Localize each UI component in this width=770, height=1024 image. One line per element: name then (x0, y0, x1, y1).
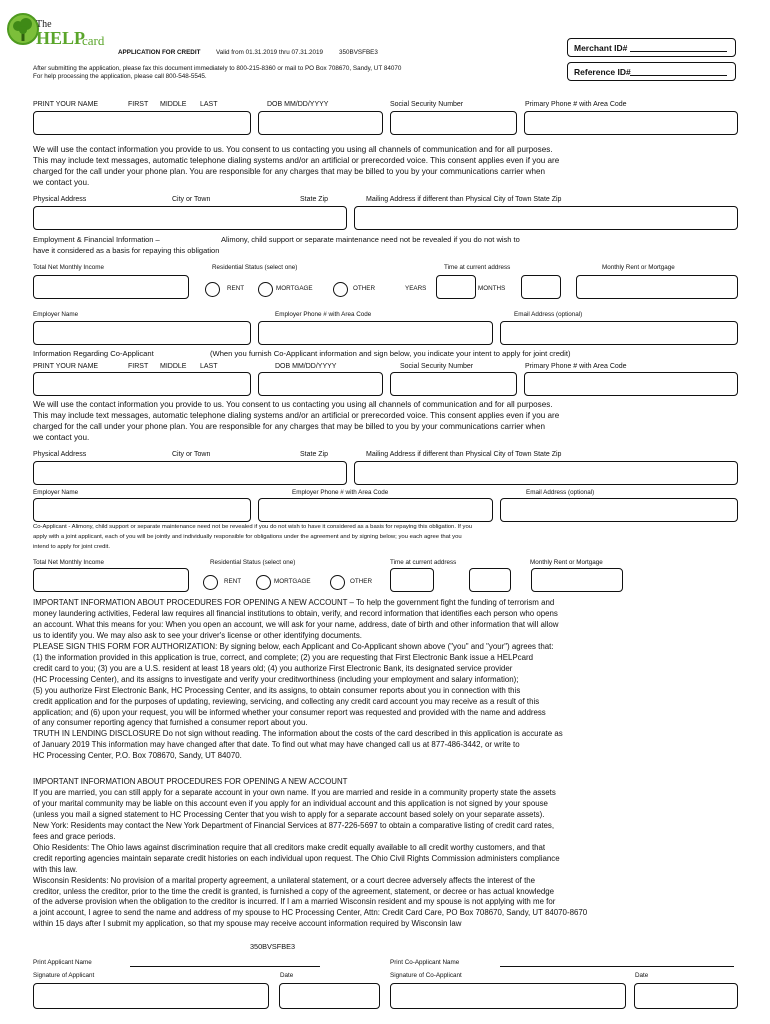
instruction-line-2: For help processing the application, please call 800-548-5545. (33, 73, 207, 80)
disclosure-block-1: IMPORTANT INFORMATION ABOUT PROCEDURES FOR OPENING A NEW ACCOUNT – To help the government fight the funding of terrorism and money laundering activities, Federal law requires all financial institutions to obtain, verify, and record information that identifies each person who opens an account. What this means for you: When you open an account, we will ask for your name, address, date of birth and other information that will allow us to identify you. We may also ask to see your driver's license or other identifying documents. PLEASE SIGN THIS FORM FOR AUTHORIZATION: By signing below, each Applicant and Co-Applicant shown above ("you" and "your") agrees that: (1) the information provided in this application is true, correct, and complete; (2) you are requesting that First Electronic Bank issue a HELPcard credit card to you; (3) you are a U.S. resident at least 18 years old; (4) you authorize First Electronic Bank, its designated service provider (HC Processing Center), and its assigns to investigate and verify your creditworthiness (including your employment and salary information); (5) you authorize First Electronic Bank, HC Processing Center, and its assigns, to obtain consumer reports about you in connection with this credit application and for the purposes of updating, reviewing, servicing, and collecting any credit card account you may receive as a result of this application; and (6) upon your request, you will be informed whether your consumer report was requested and provided with the name and address of any consumer reporting agency that furnished a consumer report about you. TRUTH IN LENDING DISCLOSURE Do not sign without reading. The information about the costs of the card described in this application is accurate as of January 2019 This information may have changed after that date. To find out what may have changed call us at 877-486-3442, or write to HC Processing Center, P.O. Box 708670, Sandy, UT 84070. (33, 598, 563, 761)
co-physical-address-input[interactable] (33, 461, 347, 485)
co-last-label: LAST (200, 363, 218, 370)
applicant-employer-input[interactable] (33, 321, 251, 345)
tree-logo-icon (6, 12, 40, 46)
mortgage-label: MORTGAGE (276, 285, 313, 292)
co-middle-label: MIDDLE (160, 363, 187, 370)
applicant-mailing-address-input[interactable] (354, 206, 738, 230)
first-label: FIRST (128, 101, 149, 108)
co-first-label: FIRST (128, 363, 149, 370)
co-mailing-address-input[interactable] (354, 461, 738, 485)
email-label: Email Address (optional) (514, 311, 583, 318)
co-employer-phone-label: Employer Phone # with Area Code (292, 489, 389, 496)
co-phone-label: Primary Phone # with Area Code (525, 363, 627, 370)
residential-status-label: Residential Status (select one) (212, 264, 298, 271)
co-state-zip-label: State Zip (300, 451, 329, 458)
employer-name-label: Employer Name (33, 311, 79, 318)
valid-text: Valid from 01.31.2019 thru 07.31.2019 (216, 49, 324, 56)
co-ssn-input[interactable] (390, 372, 517, 396)
applicant-email-input[interactable] (500, 321, 738, 345)
co-rent-radio[interactable] (203, 575, 218, 590)
application-label: APPLICATION FOR CREDIT (118, 49, 201, 56)
date-applicant-input[interactable] (279, 983, 380, 1009)
applicant-physical-address-input[interactable] (33, 206, 347, 230)
signature-coapplicant-label: Signature of Co-Applicant (390, 972, 462, 979)
co-residential-status-label: Residential Status (select one) (210, 559, 296, 566)
mailing-address-label: Mailing Address if different than Physical City of Town State Zip (366, 196, 562, 203)
merchant-id-label: Merchant ID# (574, 43, 628, 53)
alimony-note: Alimony, child support or separate maintenance need not be revealed if you do not wish to (221, 235, 520, 244)
print-coapplicant-label: Print Co-Applicant Name (390, 959, 460, 966)
net-income-label: Total Net Monthly Income (33, 264, 105, 271)
ssn-label: Social Security Number (390, 101, 464, 108)
co-other-radio[interactable] (330, 575, 345, 590)
co-employer-name-label: Employer Name (33, 489, 79, 496)
months-label: MONTHS (478, 285, 506, 292)
applicant-net-income-input[interactable] (33, 275, 189, 299)
physical-address-label: Physical Address (33, 196, 87, 203)
co-city-label: City or Town (172, 451, 211, 458)
reference-id-field[interactable] (567, 62, 736, 81)
applicant-consent-text: We will use the contact information you provide to us. You consent to us contacting you using all channels of communication and for all purposes. This may include text messages, automatic telephone dialing systems and/or an artificial or prerecorded voice. This consent applies even if you are charged for the call under your phone plan. You are responsible for any charges that may be billed to you by your communications carrier when we contact you. (33, 145, 560, 188)
co-name-input[interactable] (33, 372, 251, 396)
rent-radio[interactable] (205, 282, 220, 297)
monthly-rent-label: Monthly Rent or Mortgage (602, 264, 675, 271)
other-radio[interactable] (333, 282, 348, 297)
co-employer-phone-input[interactable] (258, 498, 493, 522)
years-input[interactable] (436, 275, 476, 299)
co-alimony-block: Co-Applicant - Alimony, child support or separate maintenance need not be revealed if you do not wish to have it considered as a basis for repaying this obligation. If you apply with a joint applicant, each of you will be jointly and individually responsible for obligations under the agreement and by signing below; you each agree that you intend to apply for joint credit. (33, 524, 472, 550)
co-ssn-label: Social Security Number (400, 363, 474, 370)
co-mailing-address-label: Mailing Address if different than Physical City of Town State Zip (366, 451, 562, 458)
months-input[interactable] (521, 275, 561, 299)
co-mortgage-radio[interactable] (256, 575, 271, 590)
header-code: 350BVSFBE3 (339, 49, 378, 56)
co-physical-address-label: Physical Address (33, 451, 87, 458)
applicant-employer-phone-input[interactable] (258, 321, 493, 345)
co-monthly-rent-label: Monthly Rent or Mortgage (530, 559, 603, 566)
co-mortgage-label: MORTGAGE (274, 578, 311, 585)
co-monthly-rent-input[interactable] (531, 568, 623, 592)
co-months-input[interactable] (469, 568, 511, 592)
co-email-input[interactable] (500, 498, 738, 522)
logo-help: HELP (36, 28, 86, 48)
date-coapplicant-input[interactable] (634, 983, 738, 1009)
co-other-label: OTHER (350, 578, 373, 585)
logo (6, 12, 116, 48)
reference-id-label: Reference ID# (574, 67, 631, 77)
co-phone-input[interactable] (524, 372, 738, 396)
date-label: Date (280, 972, 294, 979)
co-print-name-label: PRINT YOUR NAME (33, 363, 99, 370)
mortgage-radio[interactable] (258, 282, 273, 297)
logo-card: card (82, 33, 105, 48)
merchant-id-field[interactable] (567, 38, 736, 57)
signature-coapplicant-input[interactable] (390, 983, 626, 1009)
rent-label: RENT (227, 285, 245, 292)
applicant-ssn-input[interactable] (390, 111, 517, 135)
co-time-at-address-label: Time at current address (390, 559, 457, 566)
middle-label: MIDDLE (160, 101, 187, 108)
co-net-income-label: Total Net Monthly Income (33, 559, 105, 566)
other-label: OTHER (353, 285, 376, 292)
footer-code: 350BVSFBE3 (250, 942, 296, 951)
print-name-label: PRINT YOUR NAME (33, 101, 99, 108)
state-zip-label: State Zip (300, 196, 329, 203)
phone-label: Primary Phone # with Area Code (525, 101, 627, 108)
city-label: City or Town (172, 196, 211, 203)
applicant-name-input[interactable] (33, 111, 251, 135)
print-applicant-line[interactable] (130, 966, 320, 967)
disclosure-block-2: IMPORTANT INFORMATION ABOUT PROCEDURES FOR OPENING A NEW ACCOUNT If you are married, you can still apply for a separate account in your own name. If you are married and reside in a community property state the assets of your marital community may be liable on this account even if you apply for an individual account and this application is not signed by your spouse (unless you mail a signed statement to HC Processing Center that you wish to apply for a separate account based solely on your separate assets). New York: Residents may contact the New York Department of Financial Services at 877-226-5697 to obtain a comparative listing of credit card rates, fees and grace periods. Ohio Residents: The Ohio laws against discrimination require that all creditors make credit equally available to all credit worthy customers, and that credit reporting agencies maintain separate credit histories on each individual upon request. The Ohio Civil Rights Commission administers compliance with this law. Wisconsin Residents: No provision of a marital property agreement, a unilateral statement, or a court decree adversely affects the interest of the creditor, unless the creditor, prior to the time the credit is granted, is furnished a copy of the agreement, statement, or decree or has actual knowledge of the adverse provision when the obligation to the creditor is incurred. If I am a married Wisconsin resident and my spouse is not applying with me for a joint account, I agree to send the name and address of my spouse to HC Processing Center, Attn: Credit Card Care, PO Box 708670, Sandy, UT 84070-8670 within 15 days after I submit my application, so that my spouse may receive account information required by Wisconsin law (33, 777, 588, 929)
co-rent-label: RENT (224, 578, 242, 585)
instruction-line-1: After submitting the application, please fax this document immediately to 800-215-8360 or mail to PO Box 708670, Sandy, UT 84070 (33, 65, 402, 72)
co-years-input[interactable] (390, 568, 434, 592)
monthly-rent-input[interactable] (576, 275, 738, 299)
logo-the: The (36, 19, 52, 30)
co-dob-input[interactable] (258, 372, 383, 396)
coapplicant-heading: Information Regarding Co-Applicant (33, 349, 154, 358)
co-consent-text: We will use the contact information you provide to us. You consent to us contacting you using all channels of communication and for all purposes. This may include text messages, automatic telephone dialing systems and/or an artificial or prerecorded voice. This consent applies even if you are charged for the call under your phone plan. You are responsible for any charges that may be billed to you by your communications carrier when we contact you. (33, 400, 560, 443)
print-applicant-label: Print Applicant Name (33, 959, 92, 966)
employment-heading: Employment & Financial Information – (33, 235, 160, 244)
co-dob-label: DOB MM/DD/YYYY (275, 363, 337, 370)
applicant-dob-input[interactable] (258, 111, 383, 135)
signature-applicant-input[interactable] (33, 983, 269, 1009)
time-at-address-label: Time at current address (444, 264, 511, 271)
co-net-income-input[interactable] (33, 568, 189, 592)
alimony-note-2: have it considered as a basis for repaying this obligation (33, 246, 220, 255)
employer-phone-label: Employer Phone # with Area Code (275, 311, 372, 318)
dob-label: DOB MM/DD/YYYY (267, 101, 329, 108)
coapplicant-heading-note: (When you furnish Co-Applicant information and sign below, you indicate your intent to apply for joint credit) (210, 349, 571, 358)
last-label: LAST (200, 101, 218, 108)
signature-applicant-label: Signature of Applicant (33, 972, 95, 979)
print-coapplicant-line[interactable] (500, 966, 734, 967)
applicant-phone-input[interactable] (524, 111, 738, 135)
date-2-label: Date (635, 972, 649, 979)
co-email-label: Email Address (optional) (526, 489, 595, 496)
years-label: YEARS (405, 285, 427, 292)
co-employer-input[interactable] (33, 498, 251, 522)
